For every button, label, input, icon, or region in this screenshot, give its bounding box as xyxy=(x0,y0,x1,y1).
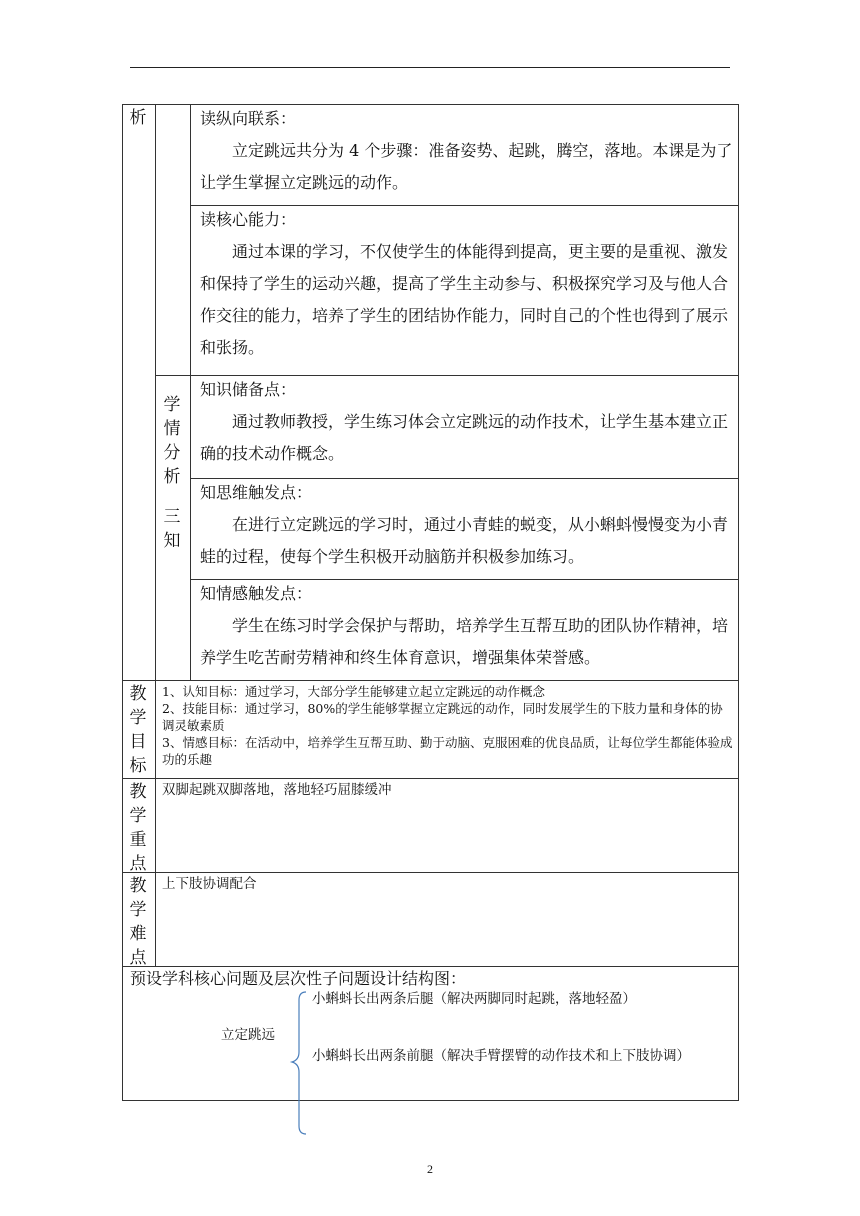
goals-list xyxy=(162,683,734,768)
block-body: 通过教师教授，学生练习体会立定跳远的动作技术，让学生基本建立正确的技术动作概念。 xyxy=(200,412,729,463)
block-heading: 读核心能力： xyxy=(200,210,297,229)
block-heading: 读纵向联系： xyxy=(200,109,297,128)
block-heading: 知情感触发点： xyxy=(200,584,313,603)
analysis-block-core-ability xyxy=(200,204,733,364)
block-body: 通过本课的学习，不仅使学生的体能得到提高，更主要的是重视、激发和保持了学生的运动兴趣，提高了学生主动参与、积极探究学习及与他人合作交往的能力，培养了学生的团结协作能力，同时自己的个性也得到了展示和张扬。 xyxy=(200,242,729,357)
header-rule xyxy=(130,67,730,68)
key-points-label: 教学重点 xyxy=(129,782,147,874)
difficulties-text: 上下肢协调配合 xyxy=(162,876,257,892)
analysis-block-thinking xyxy=(200,477,733,573)
analysis-block-knowledge xyxy=(200,374,733,470)
analysis-block-vertical-links xyxy=(200,103,733,199)
block-body: 学生在练习时学会保护与帮助，培养学生互帮互助的团队协作精神，培养学生吃苦耐劳精神和终生体育意识，增强集体荣誉感。 xyxy=(200,616,729,667)
block-heading: 知思维触发点： xyxy=(200,483,313,502)
difficulties-label: 教学难点 xyxy=(129,876,147,968)
sanzhi-label: 三知 xyxy=(163,507,181,551)
goal-item: 1、认知目标：通过学习，大部分学生能够建立起立定跳远的动作概念 xyxy=(162,684,545,699)
analysis-column-label: 析 xyxy=(129,108,147,128)
goal-item: 3、情感目标：在活动中，培养学生互帮互助、勤于动脑、克服困难的优良品质，让每位学生都能体验成功的乐趣 xyxy=(162,735,733,767)
block-body: 立定跳远共分为 4 个步骤：准备姿势、起跳，腾空，落地。本课是为了让学生掌握立定跳远的动作。 xyxy=(200,141,733,192)
block-heading: 知识储备点： xyxy=(200,380,297,399)
structure-branch: 小蝌蚪长出两条前腿（解决手臂摆臂的动作技术和上下肢协调） xyxy=(312,1048,690,1064)
block-body: 在进行立定跳远的学习时，通过小青蛙的蜕变，从小蝌蚪慢慢变为小青蛙的过程，使每个学生积极开动脑筋并积极参加练习。 xyxy=(200,515,729,566)
key-points-text: 双脚起跳双脚落地，落地轻巧屈膝缓冲 xyxy=(162,782,392,798)
xueqing-label: 学情分析 xyxy=(163,395,181,487)
goal-item: 2、技能目标：通过学习，80%的学生能够掌握立定跳远的动作，同时发展学生的下肢力量和身体的协调灵敏素质 xyxy=(162,701,723,733)
structure-root: 立定跳远 xyxy=(221,1027,275,1043)
analysis-block-emotion xyxy=(200,578,733,674)
structure-title: 预设学科核心问题及层次性子问题设计结构图： xyxy=(130,969,467,988)
goals-label: 教学目标 xyxy=(129,684,147,776)
structure-branch: 小蝌蚪长出两条后腿（解决两脚同时起跳，落地轻盈） xyxy=(312,991,636,1007)
page-number: 2 xyxy=(427,1162,433,1176)
